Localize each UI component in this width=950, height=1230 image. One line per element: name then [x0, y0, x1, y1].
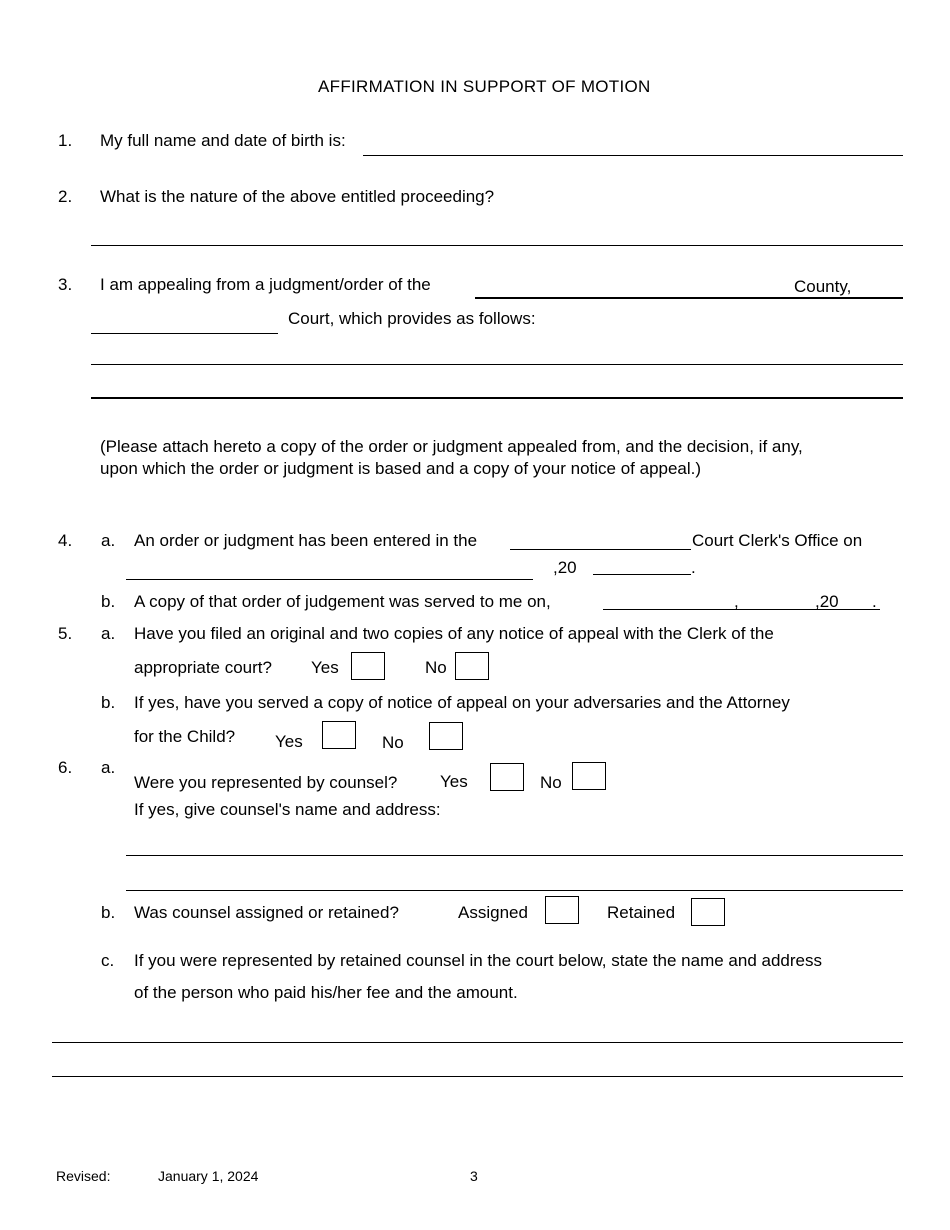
q4a-suffix: Court Clerk's Office on — [692, 531, 863, 550]
q4b-label: A copy of that order of judgement was served to me on, — [134, 592, 551, 611]
q6c-label-line-2: of the person who paid his/her fee and the amount. — [134, 983, 518, 1002]
q5a-label-line-1: Have you filed an original and two copies of any notice of appeal with the Clerk of the — [134, 624, 774, 643]
q6b-assigned-checkbox[interactable] — [545, 896, 579, 924]
q6a-sub-label: If yes, give counsel's name and address: — [134, 800, 441, 819]
q3-provides-line-2[interactable] — [91, 397, 903, 399]
item-number-5: 5. — [58, 624, 73, 643]
q5a-yes-checkbox[interactable] — [351, 652, 385, 680]
q5b-letter: b. — [101, 693, 116, 712]
q6b-retained-checkbox[interactable] — [691, 898, 725, 926]
q4a-year-prefix: ,20 — [553, 558, 577, 577]
q6c-letter: c. — [101, 951, 115, 970]
q4b-year-prefix: ,20 — [815, 592, 839, 611]
q6c-answer-line-2[interactable] — [52, 1076, 903, 1077]
item-number-2: 2. — [58, 187, 73, 206]
q4a-date-line[interactable] — [126, 579, 533, 580]
q5a-yes-label: Yes — [311, 658, 339, 677]
q5b-label-line-2: for the Child? — [134, 727, 236, 746]
q3-county-label: County, — [794, 277, 852, 296]
item-number-4: 4. — [58, 531, 73, 550]
page-title: AFFIRMATION IN SUPPORT OF MOTION — [318, 77, 651, 96]
q5a-no-label: No — [425, 658, 447, 677]
q5b-yes-label: Yes — [275, 732, 303, 751]
q6b-assigned-label: Assigned — [458, 903, 528, 922]
q1-answer-line[interactable] — [363, 155, 903, 156]
q3-provides-line-1[interactable] — [91, 364, 903, 365]
q3-court-line[interactable] — [91, 333, 278, 334]
item-number-6: 6. — [58, 758, 73, 777]
q2-label: What is the nature of the above entitled proceeding? — [100, 187, 495, 206]
footer-page-number: 3 — [470, 1168, 478, 1184]
q1-label: My full name and date of birth is: — [100, 131, 346, 150]
q4a-year-line[interactable] — [593, 574, 691, 575]
q4b-period: . — [872, 592, 877, 611]
q6b-label: Was counsel assigned or retained? — [134, 903, 399, 922]
q3-county-line[interactable] — [475, 297, 903, 299]
q4b-letter: b. — [101, 592, 116, 611]
q6b-retained-label: Retained — [607, 903, 676, 922]
q6a-letter: a. — [101, 758, 116, 777]
q4b-comma: , — [734, 592, 739, 611]
q6a-yes-label: Yes — [440, 772, 468, 791]
footer-revised-label: Revised: — [56, 1168, 111, 1184]
q6a-label: Were you represented by counsel? — [134, 773, 398, 792]
q6b-letter: b. — [101, 903, 116, 922]
q5a-letter: a. — [101, 624, 116, 643]
attach-note-line-2: upon which the order or judgment is based and a copy of your notice of appeal.) — [100, 459, 702, 478]
q6a-yes-checkbox[interactable] — [490, 763, 524, 791]
q6c-label-line-1: If you were represented by retained counsel in the court below, state the name and address — [134, 951, 822, 970]
q5b-yes-checkbox[interactable] — [322, 721, 356, 749]
q5b-label-line-1: If yes, have you served a copy of notice of appeal on your adversaries and the Attorney — [134, 693, 790, 712]
q4a-period: . — [691, 558, 696, 577]
q5a-no-checkbox[interactable] — [455, 652, 489, 680]
q3-label: I am appealing from a judgment/order of the — [100, 275, 431, 294]
item-number-1: 1. — [58, 131, 73, 150]
attach-note-line-1: (Please attach hereto a copy of the order or judgment appealed from, and the decision, if any, — [100, 437, 803, 456]
q4a-court-line[interactable] — [510, 549, 691, 550]
q6a-counsel-line-1[interactable] — [126, 855, 903, 856]
q4a-label: An order or judgment has been entered in the — [134, 531, 478, 550]
q6a-no-checkbox[interactable] — [572, 762, 606, 790]
q6a-no-label: No — [540, 773, 562, 792]
q5a-label-line-2: appropriate court? — [134, 658, 272, 677]
q5b-no-label: No — [382, 733, 404, 752]
item-number-3: 3. — [58, 275, 73, 294]
q6a-counsel-line-2[interactable] — [126, 890, 903, 891]
q2-answer-line[interactable] — [91, 245, 903, 246]
q6c-answer-line-1[interactable] — [52, 1042, 903, 1043]
q5b-no-checkbox[interactable] — [429, 722, 463, 750]
footer-revised-date: January 1, 2024 — [158, 1168, 259, 1184]
q3-court-label: Court, which provides as follows: — [288, 309, 536, 328]
q4a-letter: a. — [101, 531, 116, 550]
